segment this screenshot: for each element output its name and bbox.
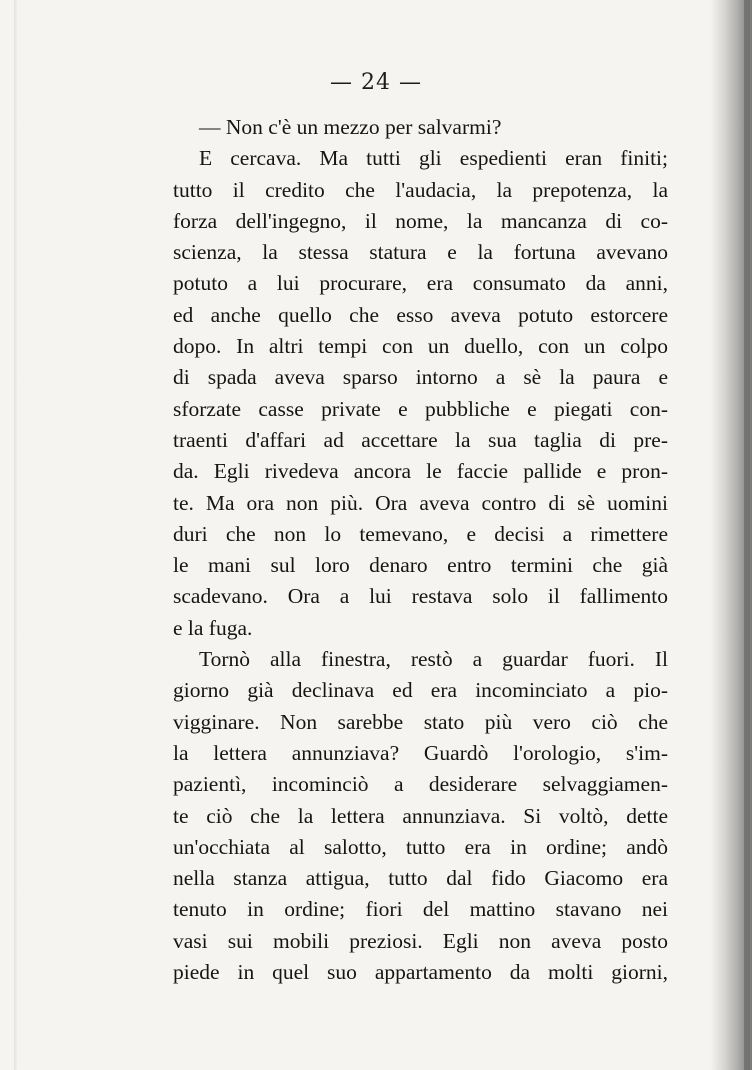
text-line: vasi sui mobili preziosi. Egli non aveva posto [173, 928, 668, 953]
text-line: — Non c'è un mezzo per salvarmi? [199, 115, 502, 139]
text-line: E cercava. Ma tutti gli espedienti eran finiti; [199, 146, 668, 171]
text-line: la lettera annunziava? Guardò l'orologio, s'im- [173, 740, 668, 765]
text-line: di spada aveva sparso intorno a sè la paura e [173, 365, 668, 390]
text-line: vigginare. Non sarebbe stato più vero ciò che [173, 709, 668, 734]
page-left-edge [14, 0, 17, 1070]
page-number: — 24 — [330, 70, 422, 95]
text-line: giorno già declinava ed era incominciato a pio- [173, 678, 668, 703]
text-line: tutto il credito che l'audacia, la prepotenza, la [173, 177, 668, 202]
text-line: potuto a lui procurare, era consumato da anni, [173, 271, 668, 296]
text-line: da. Egli rivedeva ancora le faccie pallide e pron- [173, 459, 668, 484]
text-line: forza dell'ingegno, il nome, la mancanza di co- [173, 208, 668, 233]
text-line: traenti d'affari ad accettare la sua taglia di pre- [173, 427, 668, 452]
body-text [173, 112, 668, 988]
text-line: nella stanza attigua, tutto dal fido Giacomo era [173, 866, 668, 891]
text-line: Tornò alla finestra, restò a guardar fuori. Il [199, 647, 668, 672]
text-line: ed anche quello che esso aveva potuto estorcere [173, 302, 668, 327]
text-line: te ciò che la lettera annunziava. Si voltò, dette [173, 803, 668, 828]
text-line: le mani sul loro denaro entro termini che già [173, 553, 668, 578]
text-line: scadevano. Ora a lui restava solo il fallimento [173, 584, 668, 609]
text-line: tenuto in ordine; fiori del mattino stavano nei [173, 897, 668, 922]
text-line: pazientì, incominciò a desiderare selvaggiamen- [173, 772, 668, 797]
text-line: scienza, la stessa statura e la fortuna avevano [173, 240, 668, 265]
text-line: sforzate casse private e pubbliche e piegati con- [173, 396, 668, 421]
text-line: un'occhiata al salotto, tutto era in ordine; andò [173, 834, 668, 859]
text-line: piede in quel suo appartamento da molti giorni, [173, 960, 668, 985]
text-line: dopo. In altri tempi con un duello, con un colpo [173, 334, 668, 359]
text-line: te. Ma ora non più. Ora aveva contro di sè uomini [173, 490, 668, 515]
text-line: e la fuga. [173, 615, 253, 640]
binding-edge [744, 0, 750, 1070]
text-line: duri che non lo temevano, e decisi a rimettere [173, 521, 668, 546]
